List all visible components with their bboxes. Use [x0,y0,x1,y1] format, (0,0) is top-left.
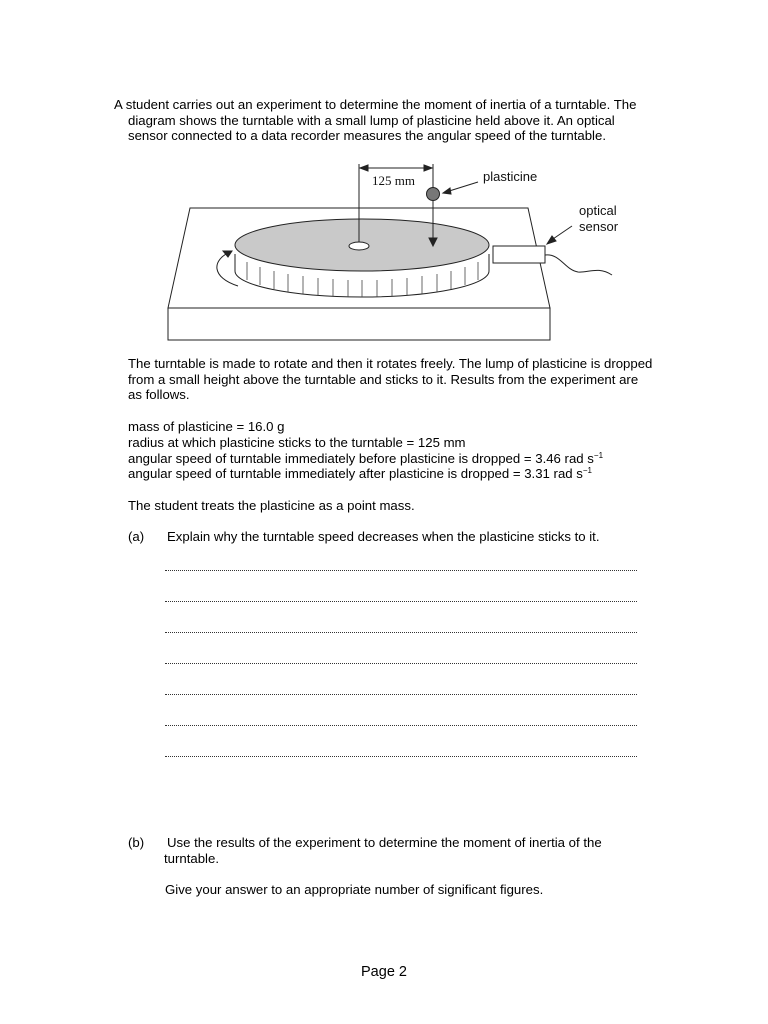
procedure-paragraph [128,356,652,403]
procedure-line-3: as follows. [128,387,190,403]
answer-line[interactable] [165,601,637,602]
spindle-hole [349,242,369,250]
intro-line-1: A student carries out an experiment to determine the moment of inertia of a turntable. The [114,97,637,112]
sensor-label-line2: sensor [579,219,619,234]
question-a-label: (a) [128,529,145,544]
dimension-arrowhead-left [360,165,368,171]
question-b-note: Give your answer to an appropriate number of significant figures. [165,882,544,897]
question-b-label: (b) [128,835,145,850]
unit-exponent: −1 [582,466,592,476]
result-mass: mass of plasticine = 16.0 g [128,419,285,434]
intro-paragraph [114,97,636,144]
point-mass-note: The student treats the plasticine as a point mass. [128,498,415,513]
speed-after-text: angular speed of turntable immediately after plasticine is dropped = 3.31 rad s [128,466,583,482]
answer-line[interactable] [165,756,637,757]
base-front-face [168,308,550,340]
unit-exponent: −1 [593,450,604,460]
plasticine-pointer-head [443,188,451,194]
distance-label: 125 mm [372,173,415,188]
question-a-text: Explain why the turntable speed decreases when the plasticine sticks to it. [167,529,600,544]
sensor-cable [545,255,612,275]
result-radius: radius at which plasticine sticks to the turntable = 125 mm [128,434,466,450]
answer-line[interactable] [165,725,637,726]
result-speed-after [128,466,603,482]
optical-sensor-box [493,246,545,263]
sensor-label-line1: optical [579,203,617,218]
intro-line-2: diagram shows the turntable with a small lump of plasticine held above it. An optical [128,112,615,128]
procedure-line-2: from a small height above the turntable and sticks to it. Results from the experiment are [128,371,639,387]
speed-before-text: angular speed of turntable immediately before plasticine is dropped = 3.46 rad s [128,450,594,466]
result-speed-before [128,451,603,467]
sensor-pointer-head [547,236,556,244]
page-number: Page 2 [361,964,407,980]
procedure-line-1: The turntable is made to rotate and then it rotates freely. The lump of plasticine is dropped [128,356,653,371]
question-b-line-1: Use the results of the experiment to determine the moment of inertia of the [167,835,602,850]
dimension-arrowhead-right [424,165,432,171]
turntable-diagram [160,158,630,346]
plasticine-label: plasticine [483,169,538,184]
answer-line[interactable] [165,570,637,571]
question-b-line-2: turntable. [164,850,219,866]
answer-line[interactable] [165,632,637,633]
answer-line[interactable] [165,663,637,664]
results-list [128,419,603,482]
intro-line-3: sensor connected to a data recorder measures the angular speed of the turntable. [128,128,606,144]
question-b-text [164,835,602,866]
answer-line[interactable] [165,694,637,695]
plasticine-lump [427,188,440,201]
